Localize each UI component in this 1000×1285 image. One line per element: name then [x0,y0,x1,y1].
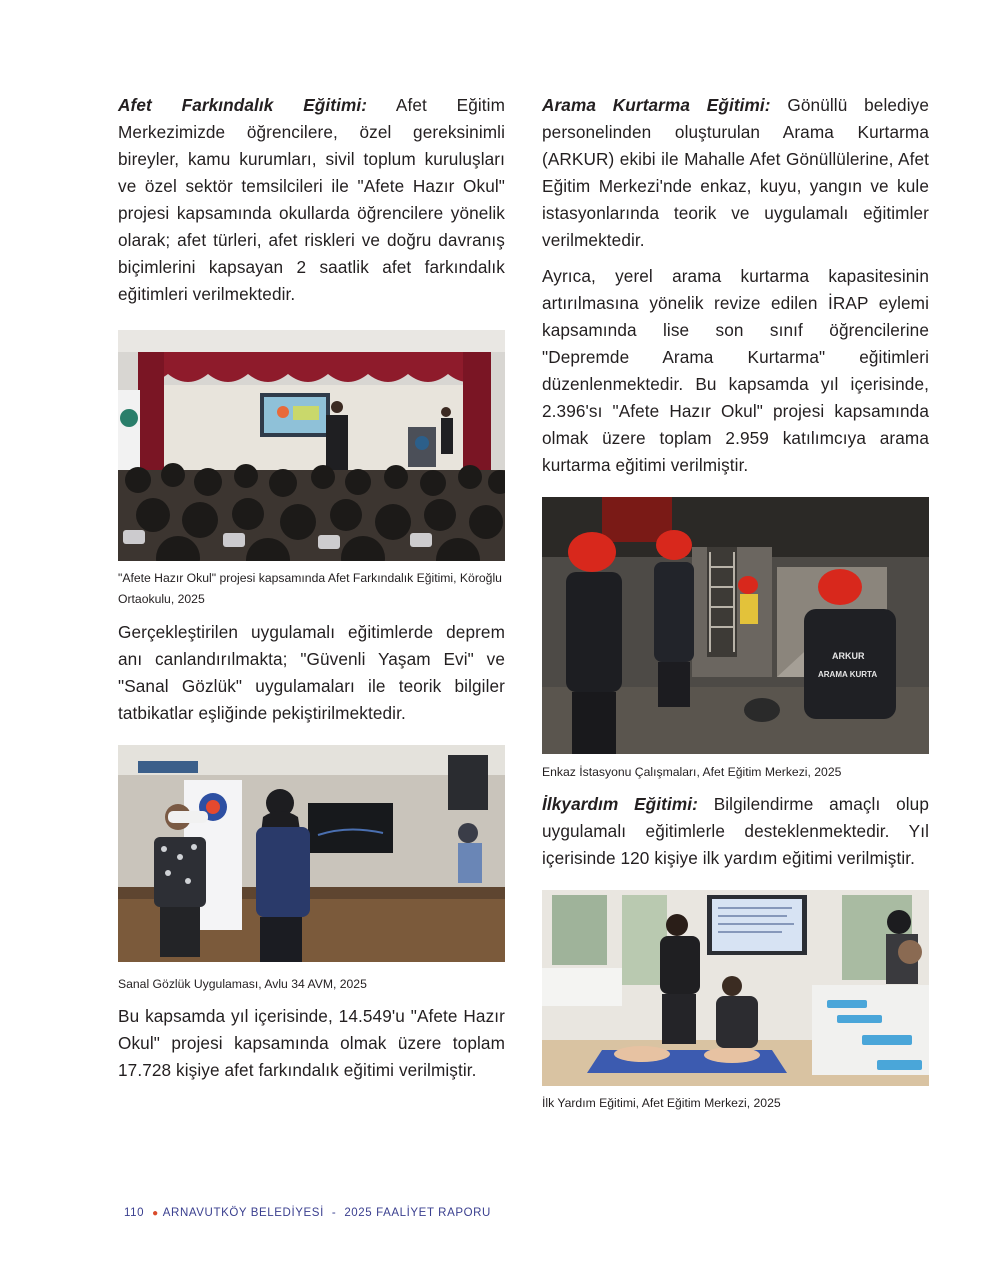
vest-arama-label: ARAMA KURTA [818,670,878,679]
right-column [542,92,929,1114]
ilkyardim-heading: İlkyardım Eğitimi: [542,794,698,814]
arama-kurtarma-heading: Arama Kurtarma Eğitimi: [542,95,771,115]
footer-separator: - [331,1207,337,1219]
footer-dot-icon: ● [152,1208,159,1219]
page-number: 110 [124,1207,145,1219]
photo-rubble-station-caption: Enkaz İstasyonu Çalışmaları, Afet Eğitim Merkezi, 2025 [542,765,842,779]
afet-farkindalik-text: Afet Eğitim Merkezimizde öğrencilere, özel gereksinimli bireyler, kamu kurumları, sivil toplum kuruluşları ve özel sektör temsilcileri ile "Afete Hazır Okul" projesi kapsamında okullarda öğrencilere yönelik olarak; afet türleri, afet riskleri ve doğru davranış biçimlerini kapsayan 2 saatlik afet farkındalık eğitimleri verilmektedir. [118,95,505,304]
arama-kurtarma-paragraph [542,92,929,254]
ilkyardim-paragraph [542,791,929,872]
vest-arkur-label: ARKUR [832,651,865,661]
footer-report-title: 2025 FAALİYET RAPORU [344,1207,491,1219]
photo-vr-headset-caption: Sanal Gözlük Uygulaması, Avlu 34 AVM, 2025 [118,977,367,991]
ilkyardim-text: Bilgilendirme amaçlı olup uygulamalı eğitimlerle desteklenmektedir. Yıl içerisinde 120 kişiye ilk yardım eğitimi verilmiştir. [542,794,929,868]
arama-kurtarma-text: Gönüllü belediye personelinden oluşturulan Arama Kurtarma (ARKUR) ekibi ile Mahalle Afet Gönüllülerine, Afet Eğitim Merkezi'nde enkaz, kuyu, yangın ve kule istasyonlarında teorik ve uygulamalı eğitimler verilmektedir. [542,95,929,250]
uygulamali-egitim-paragraph: Gerçekleştirilen uygulamalı eğitimlerde deprem anı canlandırılmakta; "Güvenli Yaşam Evi" ve "Sanal Gözlük" uygulamaları ile teorik bilgiler tatbikatlar eşliğinde pekiştirilmektedir. [118,622,505,723]
photo-school-seminar-caption: "Afete Hazır Okul" projesi kapsamında Afet Farkındalık Eğitimi, Köroğlu Ortaokulu, 2025 [118,571,502,606]
photo-rubble-station [542,497,929,754]
page-footer [124,1207,491,1219]
photo-first-aid-caption: İlk Yardım Eğitimi, Afet Eğitim Merkezi, 2025 [542,1096,781,1110]
afet-farkindalik-paragraph [118,92,505,308]
afet-egitim-sonuc-paragraph: Bu kapsamda yıl içerisinde, 14.549'u "Afete Hazır Okul" projesi kapsamında olmak üzere toplam 17.728 kişiye afet farkındalık eğitimi verilmiştir. [118,1006,505,1080]
irap-paragraph: Ayrıca, yerel arama kurtarma kapasitesinin artırılmasına yönelik revize edilen İRAP eylemi kapsamında lise son sınıf öğrencilerine "Depremde Arama Kurtarma" eğitimleri düzenlenmektedir. Bu kapsamda yıl içerisinde, 2.396'sı "Afete Hazır Okul" projesi kapsamında olmak üzere toplam 2.959 katılımcıya arama kurtarma eğitimi verilmiştir. [542,266,929,475]
left-column [118,92,505,1084]
photo-school-seminar [118,330,505,561]
afet-farkindalik-heading: Afet Farkındalık Eğitimi: [118,95,368,115]
photo-first-aid [542,890,929,1086]
footer-organization: ARNAVUTKÖY BELEDİYESİ [162,1207,324,1219]
photo-vr-headset [118,745,505,962]
